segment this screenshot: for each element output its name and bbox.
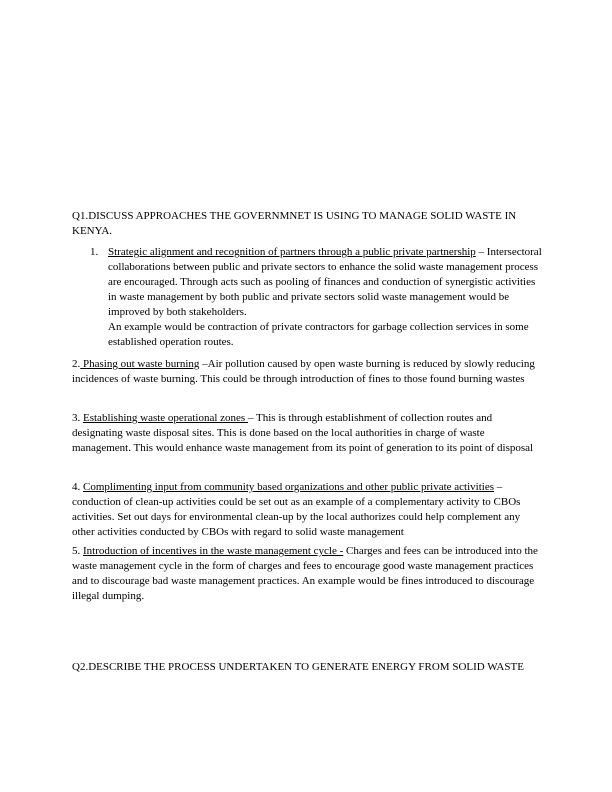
list-item-1-paragraph xyxy=(108,245,544,320)
paragraph-2-number: 2. xyxy=(72,358,81,370)
paragraph-2-title: Phasing out waste burning xyxy=(80,358,200,370)
paragraph-3-text: – This is through establishment of collection routes and designating waste disposal sites. This is done based on the local authorities in charge of waste management. This would enhance waste management from its point of generation to its point of disposal xyxy=(72,412,534,454)
list-item-1-title: Strategic alignment and recognition of partners through a public private partnership xyxy=(108,246,476,258)
list-item-1-number: 1. xyxy=(90,246,99,258)
paragraph-3-title: Establishing waste operational zones xyxy=(83,412,248,424)
paragraph-4 xyxy=(72,480,544,540)
list-item-1-separator: – xyxy=(475,246,485,258)
paragraph-5-number: 5. xyxy=(72,545,83,557)
list-item-1 xyxy=(72,245,544,350)
paragraph-4-text: – conduction of clean-up activities could be set out as an example of a complementary activity to CBOs activities. Set out days for environmental clean-up by the local authorizes could help complement any other activities conducted by CBOs with regard to solid waste management xyxy=(72,481,521,538)
paragraph-2-text: –Air pollution caused by open waste burning is reduced by slowly reducing incidences of waste burning. This could be through introduction of fines to those found burning wastes xyxy=(72,358,535,385)
list-item-1-example: An example would be contraction of private contractors for garbage collection services in some established operation routes. xyxy=(108,321,529,348)
paragraph-5 xyxy=(72,544,544,604)
question-2-heading: Q2.DESCRIBE THE PROCESS UNDERTAKEN TO GENERATE ENERGY FROM SOLID WASTE xyxy=(72,661,524,673)
list-item-1-text: Intersectoral collaborations between public and private sectors to enhance the solid waste management process are encouraged. Through acts such as pooling of finances and conduction of synergistic activities in waste management by both public and private sectors solid waste management would be improved by both stakeholders. xyxy=(108,246,542,318)
paragraph-5-text: Charges and fees can be introduced into the waste management cycle in the form of charges and fees to encourage good waste management practices and to discourage bad waste management practices. An example would be fines introduced to discourage illegal dumping. xyxy=(72,545,538,602)
list-item-1-body xyxy=(108,245,544,350)
paragraph-3 xyxy=(72,411,544,456)
question-1-heading: Q1.DISCUSS APPROACHES THE GOVERNMNET IS USING TO MANAGE SOLID WASTE IN KENYA. xyxy=(72,210,517,237)
paragraph-5-title: Introduction of incentives in the waste management cycle - xyxy=(83,545,344,557)
paragraph-2 xyxy=(72,357,544,387)
paragraph-3-number: 3. xyxy=(72,412,83,424)
paragraph-4-title: Complimenting input from community based organizations and other public private activities xyxy=(83,481,494,493)
paragraph-4-number: 4. xyxy=(72,481,83,493)
